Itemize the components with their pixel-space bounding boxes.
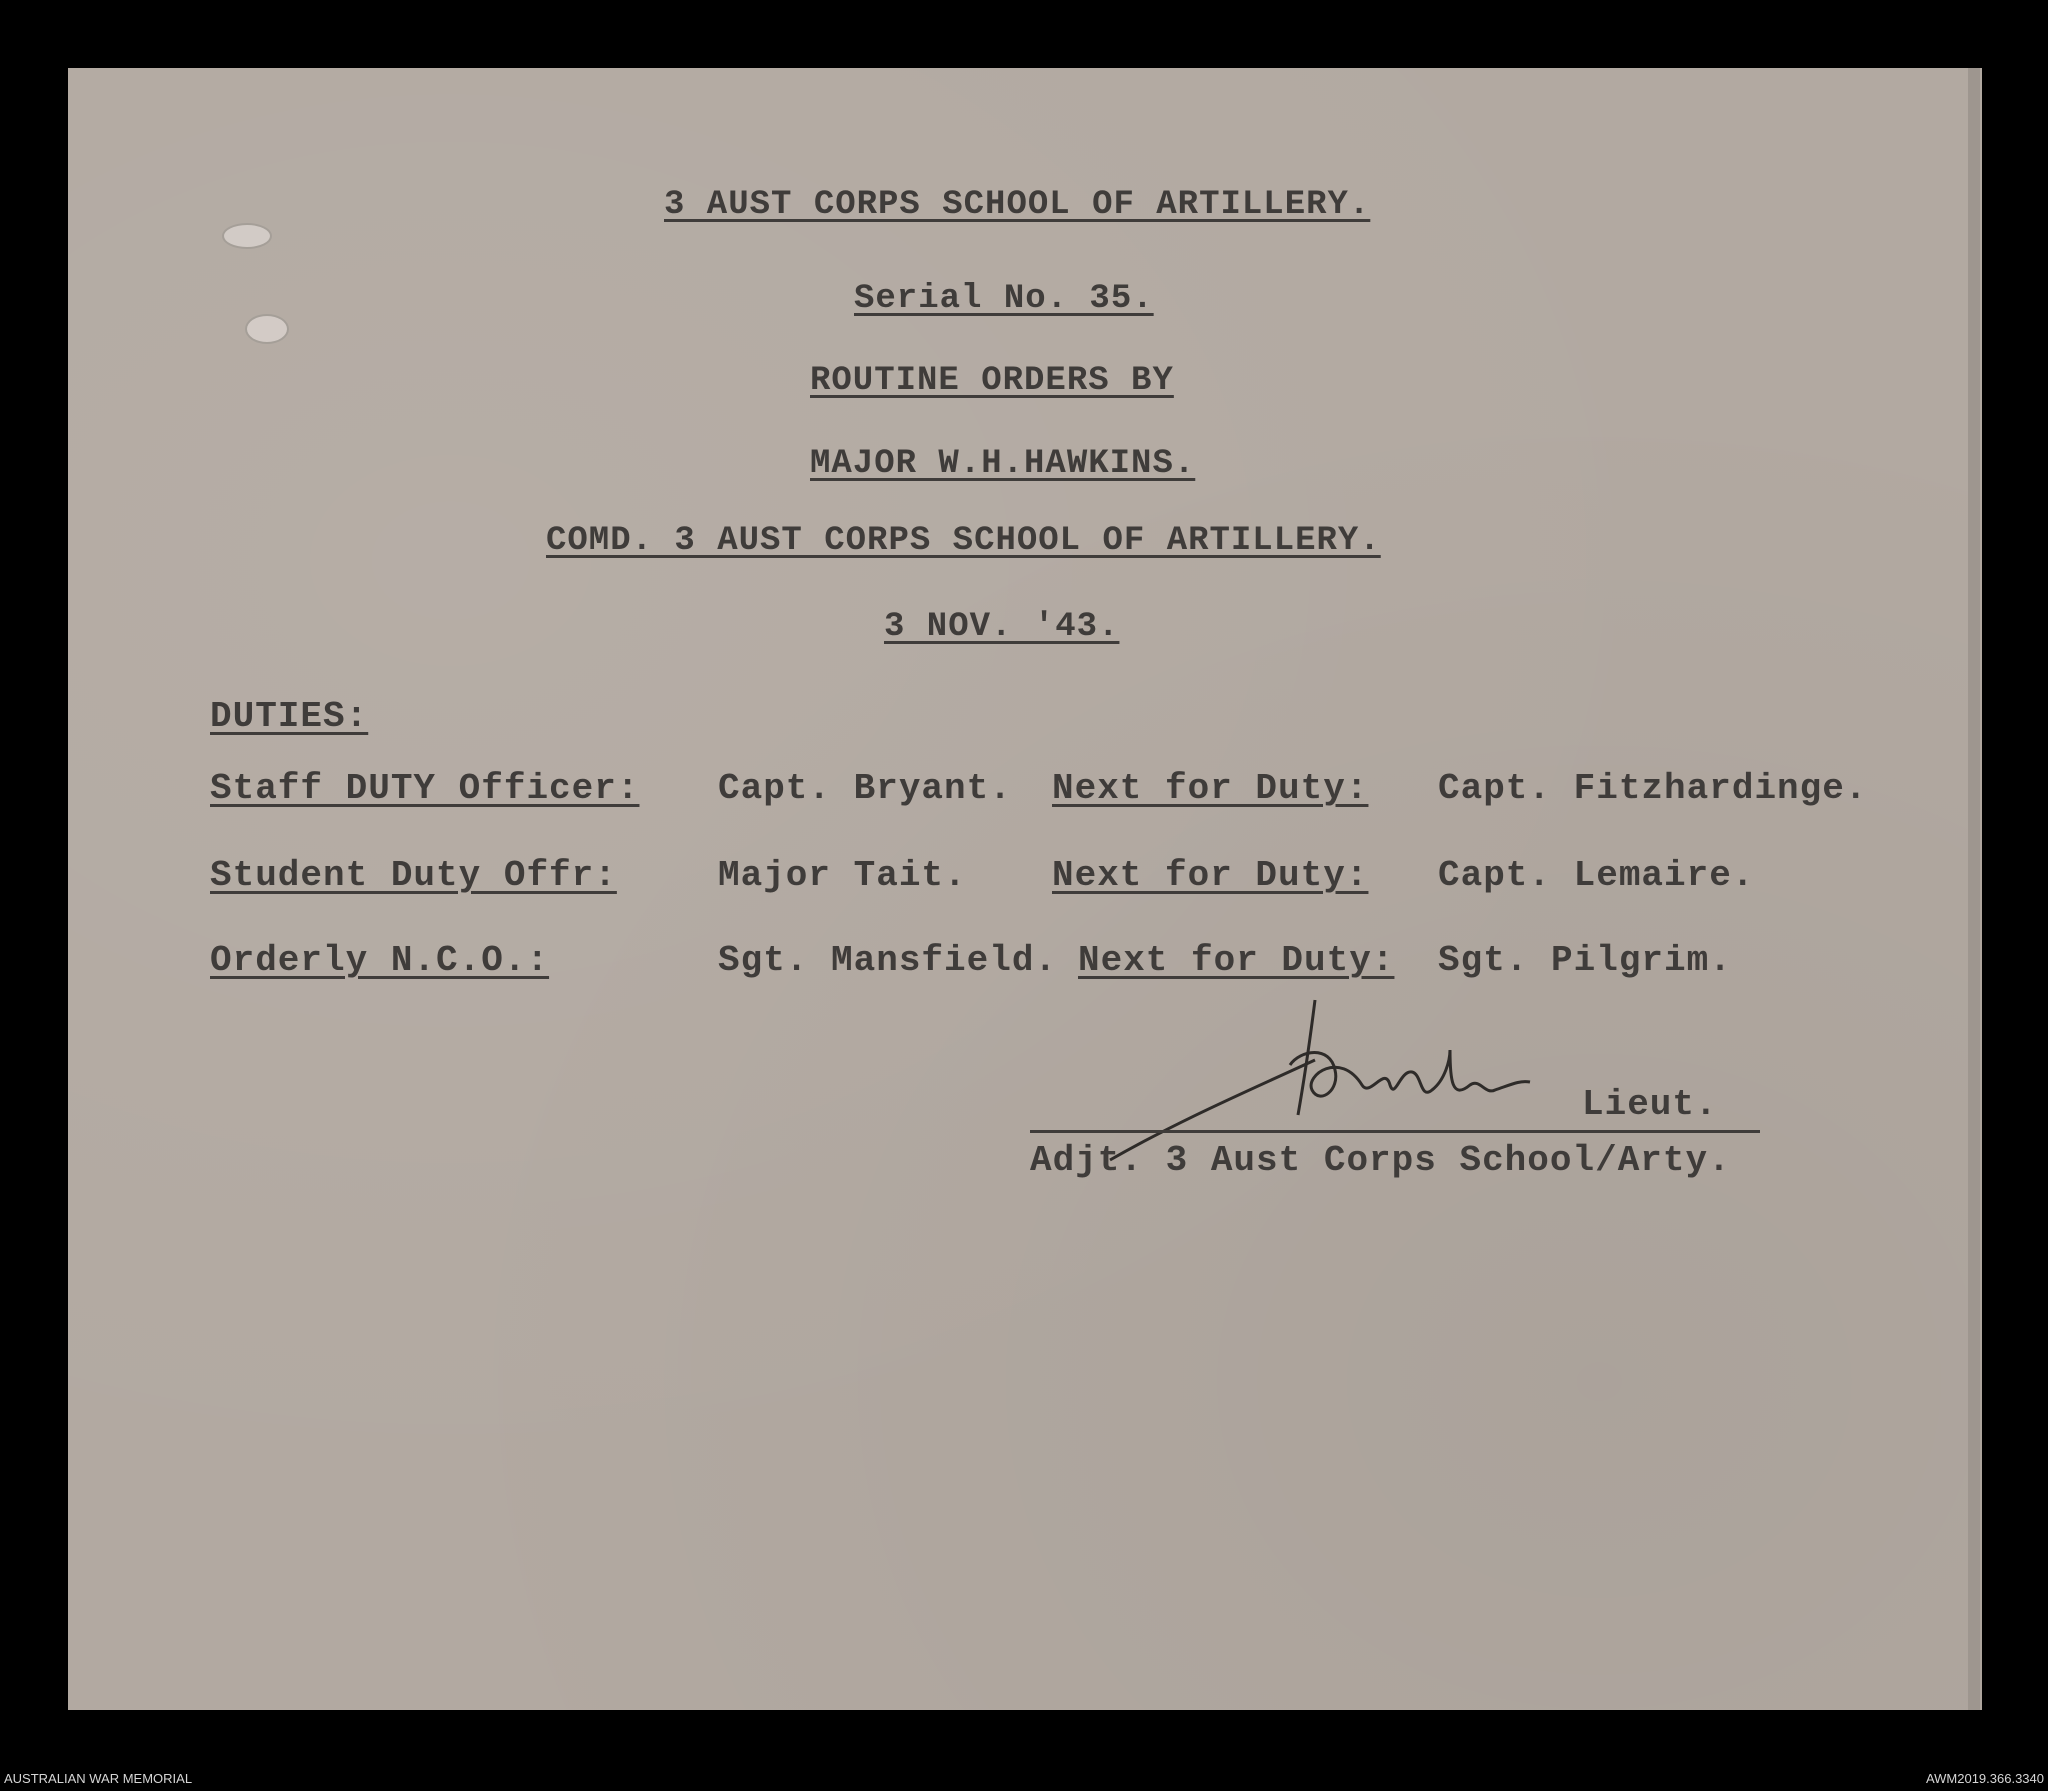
staple-mark (222, 223, 272, 249)
heading-serial: Serial No. 35. (854, 280, 1154, 318)
next-for-duty-name: Capt. Fitzhardinge. (1438, 768, 1868, 809)
duty-role: Student Duty Offr: (210, 855, 617, 896)
next-for-duty-label: Next for Duty: (1052, 855, 1369, 896)
next-for-duty-label: Next for Duty: (1052, 768, 1369, 809)
duty-role: Staff DUTY Officer: (210, 768, 640, 809)
heading-school: 3 AUST CORPS SCHOOL OF ARTILLERY. (664, 186, 1371, 224)
next-for-duty-name: Capt. Lemaire. (1438, 855, 1755, 896)
duty-name: Major Tait. (718, 855, 967, 896)
footer-accession-number: AWM2019.366.3340 (1925, 1771, 2044, 1786)
next-for-duty-label: Next for Duty: (1078, 940, 1395, 981)
signature-appointment: Adjt. 3 Aust Corps School/Arty. (1030, 1140, 1731, 1181)
heading-commander: MAJOR W.H.HAWKINS. (810, 445, 1196, 483)
duty-name: Capt. Bryant. (718, 768, 1012, 809)
heading-date: 3 NOV. '43. (884, 608, 1120, 646)
punch-hole-mark (245, 314, 289, 344)
paper-edge (1968, 68, 1980, 1710)
heading-command: COMD. 3 AUST CORPS SCHOOL OF ARTILLERY. (546, 522, 1381, 560)
heading-routine-orders: ROUTINE ORDERS BY (810, 362, 1174, 400)
next-for-duty-name: Sgt. Pilgrim. (1438, 940, 1732, 981)
section-title-duties: DUTIES: (210, 696, 369, 737)
duty-role: Orderly N.C.O.: (210, 940, 550, 981)
signature-line (1030, 1130, 1760, 1133)
signature-rank: Lieut. (1582, 1084, 1718, 1125)
duty-name: Sgt. Mansfield. (718, 940, 1058, 981)
footer-institution: AUSTRALIAN WAR MEMORIAL (4, 1771, 193, 1786)
